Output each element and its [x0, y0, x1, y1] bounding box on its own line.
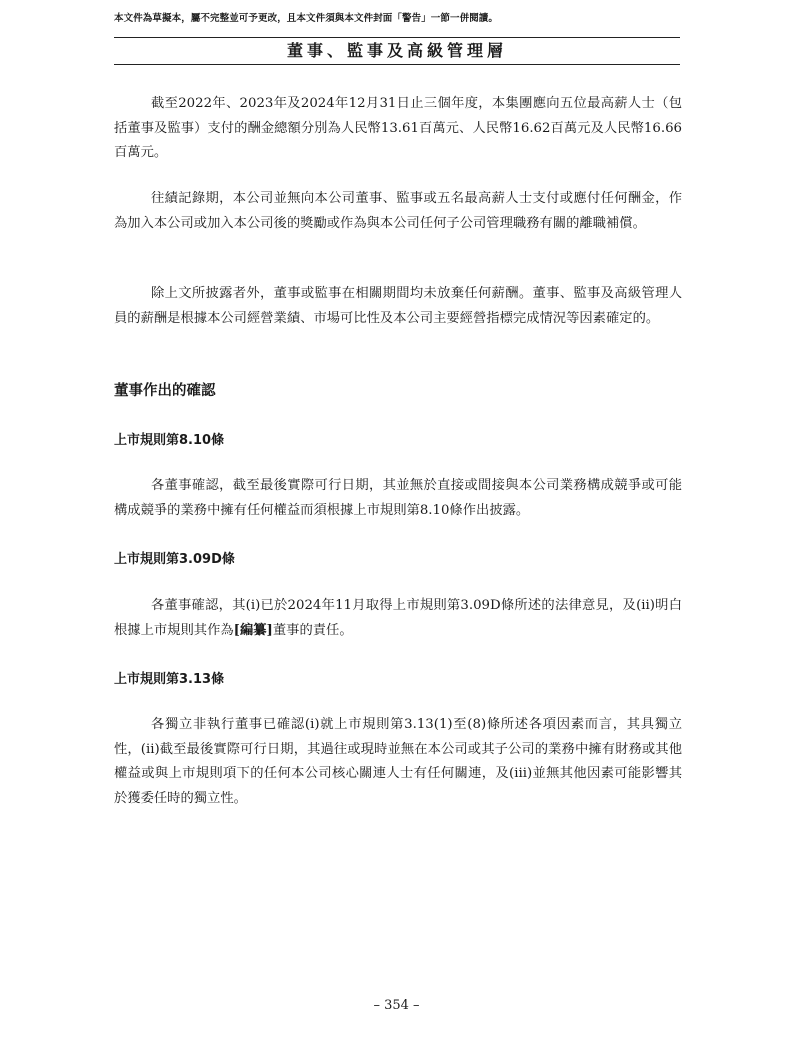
header-rule-bottom	[114, 64, 680, 65]
subheading-rule-3-13: 上市規則第3.13條	[114, 672, 225, 687]
subheading-rule-8-10: 上市規則第8.10條	[114, 433, 225, 448]
paragraph-rule-8-10: 各董事確認，截至最後實際可行日期，其並無於直接或間接與本公司業務構成競爭或可能構成競爭的業務中擁有任何權益而須根據上市規則第8.10條作出披露。	[114, 478, 682, 518]
subheading-rule-3-09d: 上市規則第3.09D條	[114, 552, 235, 567]
rule-3-09d-text-after: 董事的責任。	[272, 622, 353, 638]
section-heading-confirmation: 董事作出的確認	[114, 383, 216, 399]
redacted-marker: [編纂]	[233, 622, 273, 638]
paragraph-rule-3-09d	[114, 594, 682, 643]
page-number: – 354 –	[373, 998, 420, 1013]
chapter-title: 董事、監事及高級管理層	[286, 41, 507, 60]
rule-3-09d-text-before: 各董事確認，其(i)已於2024年11月取得上市規則第3.09D條所述的法律意見，及(ii)明白根據上市規則其作為	[114, 598, 682, 638]
draft-warning: 本文件為草擬本，屬不完整並可予更改，且本文件須與本文件封面「警告」一節一併閱讀。	[114, 13, 499, 24]
paragraph-rule-3-13: 各獨立非執行董事已確認(i)就上市規則第3.13(1)至(8)條所述各項因素而言，其具獨立性，(ii)截至最後實際可行日期，其過往或現時並無在本公司或其子公司的業務中擁有財務或其他權益或與上市規則項下的任何本公司核心關連人士有任何關連，及(iii)並無其他因素可能影響其於獲委任時的獨立性。	[114, 717, 682, 806]
paragraph-compensation: 往績記錄期，本公司並無向本公司董事、監事或五名最高薪人士支付或應付任何酬金，作為加入本公司或加入本公司後的獎勵或作為與本公司任何子公司管理職務有關的離職補償。	[114, 191, 682, 231]
header-rule-top	[114, 37, 680, 38]
paragraph-waiver: 除上文所披露者外，董事或監事在相關期間均未放棄任何薪酬。董事、監事及高級管理人員的薪酬是根據本公司經營業績、市場可比性及本公司主要經營指標完成情況等因素確定的。	[114, 286, 682, 326]
paragraph-remuneration: 截至2022年、2023年及2024年12月31日止三個年度，本集團應向五位最高薪人士（包括董事及監事）支付的酬金總額分別為人民幣13.61百萬元、人民幣16.62百萬元及人民幣16.66百萬元。	[114, 96, 682, 160]
